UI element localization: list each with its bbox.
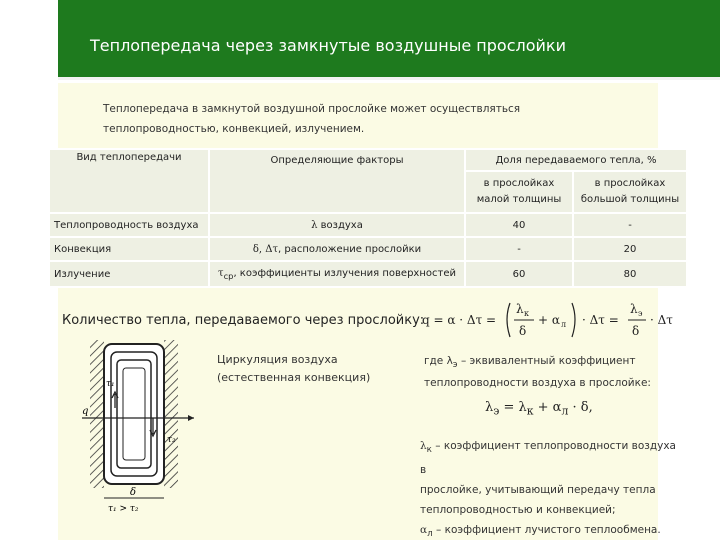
heat-amount-label: Количество тепла, передаваемого через прослойку: [62, 313, 425, 328]
header-factors: Определяющие факторы [209, 149, 465, 213]
paren-right [572, 303, 575, 337]
label-tau1: τ₁ [106, 379, 115, 389]
coefficient-notes [420, 436, 685, 544]
f2-sub-k: к [526, 404, 534, 418]
heat-transfer-table [48, 148, 688, 288]
row-thin: - [465, 237, 573, 261]
note1-symbol: λ [420, 440, 427, 452]
header-type: Вид теплопередачи [49, 149, 209, 213]
formula-sub-l: л [561, 320, 567, 329]
row-thin: 40 [465, 213, 573, 237]
row-thick: 80 [573, 261, 687, 287]
label-tau2: τ₂ [167, 435, 176, 445]
heat-formula [420, 295, 682, 343]
formula-delta-2: δ [632, 324, 640, 338]
slide-title: Теплопередача через замкнутые воздушные прослойки [90, 36, 566, 55]
intro-text [103, 99, 573, 139]
formula-sub-e: э [638, 309, 643, 318]
right-wall [164, 340, 178, 488]
factor-text: , расположение прослойки [278, 243, 422, 255]
circulation-core [123, 368, 145, 460]
factor-text: , коэффициенты излучения поверхностей [233, 267, 456, 279]
title-bar [58, 0, 720, 80]
note2-symbol: α [420, 524, 428, 537]
f2-sub-l: л [561, 404, 569, 418]
note1-line-2: прослойке, учитывающий передачу тепла [420, 484, 656, 497]
row-type: Конвекция [49, 237, 209, 261]
row-factor [209, 213, 465, 237]
factor-sub: ср [223, 270, 234, 281]
row-type: Теплопроводность воздуха [49, 213, 209, 237]
paren-left [507, 303, 510, 337]
intro-line-2: теплопроводностью, конвекцией, излучением. [103, 123, 365, 135]
heat-flow-arrow-icon [188, 415, 194, 421]
factor-symbol: δ, Δτ [252, 243, 279, 255]
note2-sub: л [427, 529, 433, 540]
formula-mult: · Δτ = [582, 313, 619, 327]
left-wall [90, 340, 104, 488]
f2-lhs: λ [485, 400, 494, 415]
f2-tail: · δ, [568, 400, 593, 415]
formula-plus: + α [538, 313, 560, 327]
f2-plus: + α [533, 400, 562, 415]
header-thick: в прослойках большой толщины [573, 171, 687, 213]
where-prefix: где λ [424, 355, 453, 367]
formula-tail: · Δτ [650, 313, 673, 327]
note1-line-3: теплопроводностью и конвекцией; [420, 504, 616, 517]
caption-line-1: Циркуляция воздуха [217, 353, 338, 366]
formula-sub-k: к [524, 309, 529, 318]
label-delta: δ [130, 487, 137, 498]
label-relation: τ₁ > τ₂ [108, 504, 139, 513]
row-type: Излучение [49, 261, 209, 287]
table-row [49, 237, 687, 261]
note1-text: – коэффициент теплопроводности воздуха в [420, 440, 676, 477]
equivalent-coefficient-text [424, 352, 651, 392]
diagram-caption [217, 351, 370, 387]
formula-lambda-e: λ [630, 302, 638, 316]
formula-delta: δ [519, 324, 527, 338]
caption-line-2: (естественная конвекция) [217, 371, 371, 384]
where-line-1: – эквивалентный коэффициент [457, 355, 636, 367]
where-sub: э [452, 360, 458, 371]
row-thick: 20 [573, 237, 687, 261]
factor-text: воздуха [317, 219, 363, 231]
row-factor [209, 261, 465, 287]
note1-sub: к [426, 445, 432, 456]
lambda-formula [485, 400, 615, 426]
header-thin: в прослойках малой толщины [465, 171, 573, 213]
row-thick: - [573, 213, 687, 237]
table-row [49, 213, 687, 237]
f2-eq: = λ [499, 400, 527, 415]
row-factor [209, 237, 465, 261]
label-q: q [82, 406, 89, 417]
table-row [49, 261, 687, 287]
air-gap-diagram [82, 338, 200, 513]
row-thin: 60 [465, 261, 573, 287]
formula-lhs: q = α · Δτ = [422, 313, 497, 327]
formula-lambda-k: λ [516, 302, 524, 316]
factor-symbol: λ [311, 219, 318, 231]
intro-line-1: Теплопередача в замкнутой воздушной прослойке может осуществляться [103, 103, 521, 115]
where-line-2: теплопроводности воздуха в прослойке: [424, 377, 651, 390]
factor-symbol: τ [218, 267, 224, 279]
f2-sub-e: э [493, 404, 500, 418]
note2-text: – коэффициент лучистого теплообмена. [432, 524, 661, 537]
header-share: Доля передаваемого тепла, % [465, 149, 687, 171]
